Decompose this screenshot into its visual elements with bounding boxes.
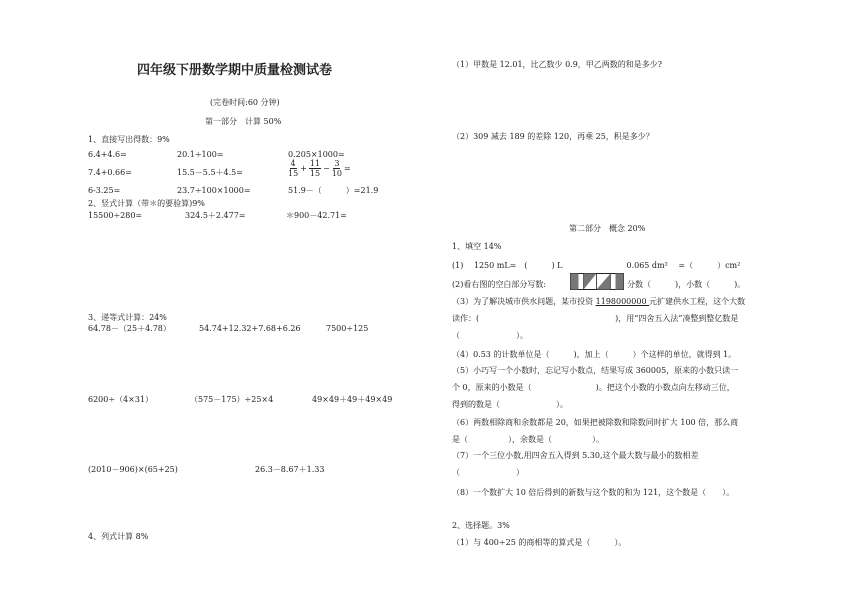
fill-item-6-line2: 是（ ），余数是（ ）。 (452, 435, 604, 444)
fraction-numerator: 11 (309, 159, 321, 168)
fraction-operator: + (300, 164, 307, 173)
q1-item: 7.4+0.66= (88, 168, 132, 177)
fill-item-7-line2: （ ） (452, 468, 524, 477)
fill-item-1: (1) 1250 mL= ( ) L 0.065 dm² =（ ）cm² (452, 261, 741, 270)
q1-item: 6-3.25= (88, 186, 121, 195)
q3-item: （575－175）÷25×4 (190, 395, 274, 404)
fill-item-3-line2: 读作：( )，用“四舍五入法”凑整到整亿数是 (452, 314, 739, 323)
q3-item: 6200÷（4×31） (88, 395, 154, 404)
q1-item: 51.9－（ ）=21.9 (288, 186, 379, 195)
fill-heading: 1、填空 14% (452, 242, 502, 251)
q3-item: 7500÷125 (326, 324, 369, 333)
q1-heading: 1、直接写出得数：9% (88, 135, 170, 144)
fraction-denominator: 15 (309, 169, 321, 178)
q2-heading: 2、竖式计算（带＊的要验算)9% (88, 199, 205, 208)
fill-item-3-line3: （ ）。 (452, 331, 528, 340)
fill-item-3-lead: （3）为了解决城市供水问题，某市投资 (452, 297, 596, 306)
fill-item-5: （5）小巧写一个小数时，忘记写小数点，结果写成 360005，原来的小数只读一 (452, 366, 739, 375)
fill-item-3 (452, 297, 745, 307)
q4-2: （2）309 减去 189 的差除 120，再乘 25，积是多少？ (452, 132, 654, 141)
q4-heading: 4、列式计算 8% (88, 532, 149, 541)
fraction-numerator: 3 (334, 159, 340, 168)
q2-item: 15500÷280= (88, 211, 143, 220)
fill-item-5-line2: 个 0，原来的小数是（ )。把这个小数的小数点向左移动三位， (452, 383, 735, 392)
fill-item-6: （6）两数相除商和余数都是 20，如果把被除数和除数同时扩大 100 倍，那么商 (452, 418, 739, 427)
fill-item-3-tail: 元扩建供水工程，这个大数 (649, 297, 746, 306)
choice-item-1: （1）与 400÷25 的商相等的算式是（ ）。 (452, 538, 627, 547)
fraction-operator: − (323, 164, 330, 173)
part1-heading: 第一部分 计算 50% (205, 117, 282, 126)
q1-item: 20.1÷100= (177, 150, 224, 159)
q3-item: (2010－906)×(65+25) (88, 465, 178, 474)
shaded-fraction-figure (570, 273, 624, 290)
fill-item-5-line3: 得到的数是（ ）。 (452, 400, 568, 409)
q4-1: （1）甲数是 12.01，比乙数少 0.9，甲乙两数的和是多少? (452, 60, 663, 69)
q3-item: 49×49＋49＋49×49 (312, 395, 393, 404)
fill-item-2-text: (2)看右图的空白部分写数: (452, 280, 547, 289)
time-note: (完卷时间:60 分钟) (210, 98, 280, 107)
q3-item: 64.78－（25＋4.78） (88, 324, 171, 333)
q3-heading: 3、递等式计算：24% (88, 313, 167, 322)
fill-item-4: （4）0.53 的计数单位是（ )，加上（ ）个这样的单位，就得到 1。 (452, 350, 737, 359)
q2-item: 324.5＋2.477= (185, 211, 246, 220)
exam-title: 四年级下册数学期中质量检测试卷 (137, 63, 333, 78)
part2-heading: 第二部分 概念 20% (569, 224, 646, 233)
choice-heading: 2、选择题。3% (452, 521, 510, 530)
q1-item: 0.205×1000= (288, 150, 345, 159)
fill-item-7: （7）一个三位小数,用四舍五入得到 5.30,这个最大数与最小的数相差 (452, 451, 699, 460)
investment-amount: 1198000000 (595, 297, 650, 306)
q1-item: 23.7÷100×1000= (177, 186, 251, 195)
fraction-denominator: 10 (331, 169, 342, 178)
q2-item: ＊900－42.71= (286, 211, 347, 220)
fraction-expression (286, 159, 351, 178)
fill-item-2-answer: 分数（ )，小数（ )。 (627, 280, 746, 289)
q3-item: 26.3－8.67＋1.33 (255, 465, 325, 474)
q1-item: 6.4+4.6= (88, 150, 127, 159)
fill-item-8: （8）一个数扩大 10 倍后得到的新数与这个数的和为 121，这个数是（ ）。 (452, 488, 735, 497)
fraction-denominator: 15 (288, 169, 299, 178)
fraction-numerator: 4 (290, 159, 296, 168)
q1-item: 15.5－5.5＋4.5= (177, 168, 243, 177)
q3-item: 54.74+12.32+7.68+6.26 (199, 324, 301, 333)
fraction-equals: = (343, 164, 351, 173)
